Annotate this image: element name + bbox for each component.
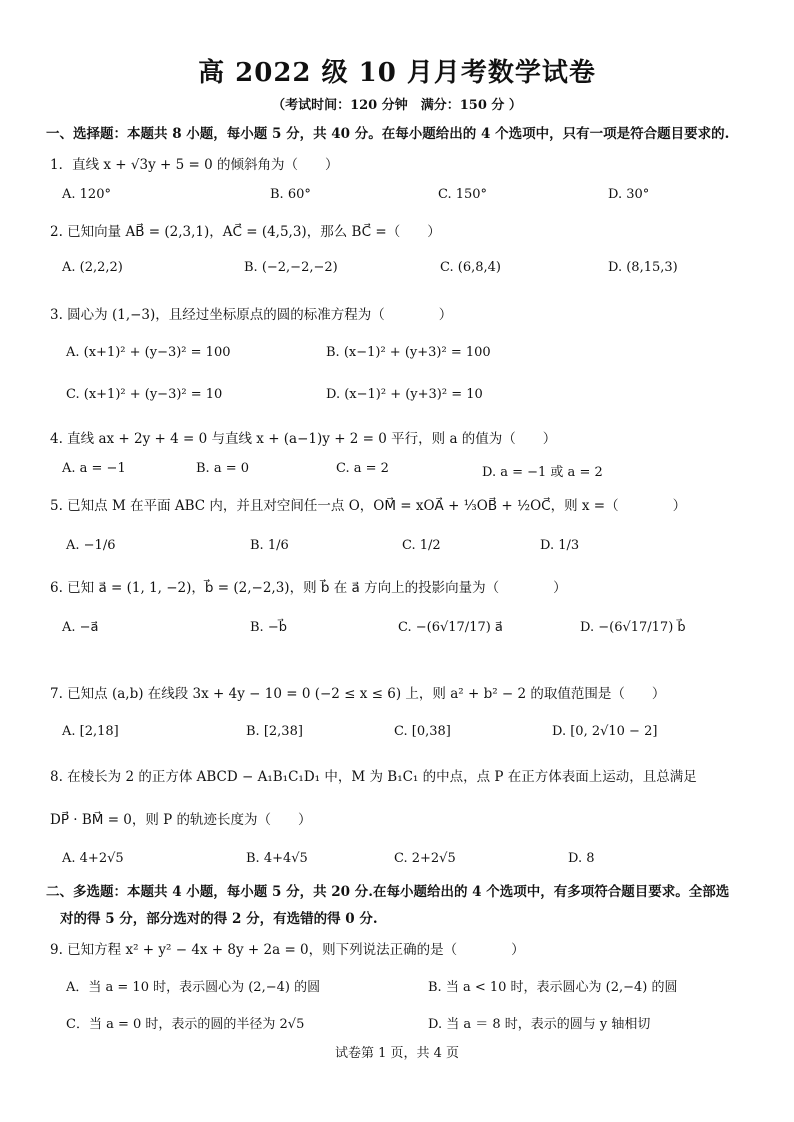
question-5-stem: 5. 已知点 M 在平面 ABC 内，并且对空间任一点 O，OM⃗ = xOA⃗ + ⅓OB⃗ + ½OC⃗，则 x =（ ） [50, 498, 687, 514]
question-2-option-b: B. (−2,−2,−2) [244, 260, 338, 275]
exam-info: （考试时间：120 分钟 满分：150 分 ） [272, 98, 522, 113]
question-8-option-c: C. 2+2√5 [394, 851, 456, 866]
page-title: 高 2022 级 10 月月考数学试卷 [198, 58, 596, 88]
question-1-option-b: B. 60° [270, 187, 311, 202]
question-2-option-a: A. (2,2,2) [62, 260, 123, 275]
question-3-option-c: C. (x+1)² + (y−3)² = 10 [66, 387, 223, 402]
question-1-option-d: D. 30° [608, 187, 650, 202]
question-6-stem: 6. 已知 a⃗ = (1, 1, −2)，b⃗ = (2,−2,3)，则 b⃗ 在 a⃗ 方向上的投影向量为（ ） [50, 580, 567, 596]
question-8-option-b: B. 4+4√5 [246, 851, 308, 866]
question-7-stem: 7. 已知点 (a,b) 在线段 3x + 4y − 10 = 0 (−2 ≤ x ≤ 6) 上，则 a² + b² − 2 的取值范围是（ ） [50, 686, 666, 702]
question-4-option-a: A. a = −1 [62, 461, 126, 476]
question-2-option-d: D. (8,15,3) [608, 260, 678, 275]
question-3-option-b: B. (x−1)² + (y+3)² = 100 [326, 345, 491, 360]
question-8-option-a: A. 4+2√5 [62, 851, 124, 866]
question-6-option-c: C. −(6√17/17) a⃗ [398, 620, 503, 635]
question-5-option-b: B. 1/6 [250, 538, 289, 553]
question-3-option-a: A. (x+1)² + (y−3)² = 100 [66, 345, 231, 360]
question-5-option-c: C. 1/2 [402, 538, 441, 553]
question-8-stem-continued: DP⃗ · BM⃗ = 0，则 P 的轨迹长度为（ ） [50, 812, 312, 828]
section-1-heading: 一、选择题：本题共 8 小题，每小题 5 分，共 40 分。在每小题给出的 4 个选项中，只有一项是符合题目要求的. [46, 126, 730, 142]
question-9-option-a: A．当 a = 10 时，表示圆心为 (2,−4) 的圆 [66, 980, 321, 995]
section-2-heading-continued: 对的得 5 分，部分选对的得 2 分，有选错的得 0 分. [60, 911, 378, 927]
question-1-option-a: A. 120° [62, 187, 111, 202]
question-5-option-a: A. −1/6 [66, 538, 116, 553]
question-8-option-d: D. 8 [568, 851, 595, 866]
question-4-stem: 4. 直线 ax + 2y + 4 = 0 与直线 x + (a−1)y + 2 = 0 平行，则 a 的值为（ ） [50, 431, 557, 447]
question-9-option-d: D. 当 a ＝ 8 时，表示的圆与 y 轴相切 [428, 1017, 651, 1032]
section-2-heading: 二、多选题：本题共 4 小题，每小题 5 分，共 20 分.在每小题给出的 4 个选项中，有多项符合题目要求。全部选 [46, 884, 730, 900]
question-6-option-b: B. −b⃗ [250, 620, 287, 635]
question-7-option-c: C. [0,38] [394, 724, 451, 739]
question-7-option-b: B. [2,38] [246, 724, 303, 739]
question-1-stem: 1．直线 x + √3y + 5 = 0 的倾斜角为（ ） [50, 157, 339, 173]
question-5-option-d: D. 1/3 [540, 538, 580, 553]
question-7-option-a: A. [2,18] [62, 724, 119, 739]
question-9-option-b: B. 当 a < 10 时，表示圆心为 (2,−4) 的圆 [428, 980, 678, 995]
page-footer: 试卷第 1 页，共 4 页 [334, 1046, 460, 1061]
question-6-option-a: A. −a⃗ [62, 620, 99, 635]
question-2-option-c: C. (6,8,4) [440, 260, 501, 275]
question-9-stem: 9. 已知方程 x² + y² − 4x + 8y + 2a = 0，则下列说法正确的是（ ） [50, 942, 525, 958]
question-4-option-c: C. a = 2 [336, 461, 389, 476]
question-9-option-c: C．当 a = 0 时，表示的圆的半径为 2√5 [66, 1017, 305, 1032]
question-6-option-d: D. −(6√17/17) b⃗ [580, 620, 686, 635]
question-4-option-d: D. a = −1 或 a = 2 [482, 465, 603, 480]
question-2-stem: 2. 已知向量 AB⃗ = (2,3,1)，AC⃗ = (4,5,3)，那么 BC⃗ =（ ） [50, 224, 441, 240]
question-4-option-b: B. a = 0 [196, 461, 249, 476]
question-7-option-d: D. [0, 2√10 − 2] [552, 724, 658, 739]
question-1-option-c: C. 150° [438, 187, 488, 202]
question-3-stem: 3. 圆心为 (1,−3)，且经过坐标原点的圆的标准方程为（ ） [50, 307, 453, 323]
question-3-option-d: D. (x−1)² + (y+3)² = 10 [326, 387, 483, 402]
question-8-stem: 8. 在棱长为 2 的正方体 ABCD − A₁B₁C₁D₁ 中，M 为 B₁C₁ 的中点，点 P 在正方体表面上运动，且总满足 [50, 769, 697, 785]
